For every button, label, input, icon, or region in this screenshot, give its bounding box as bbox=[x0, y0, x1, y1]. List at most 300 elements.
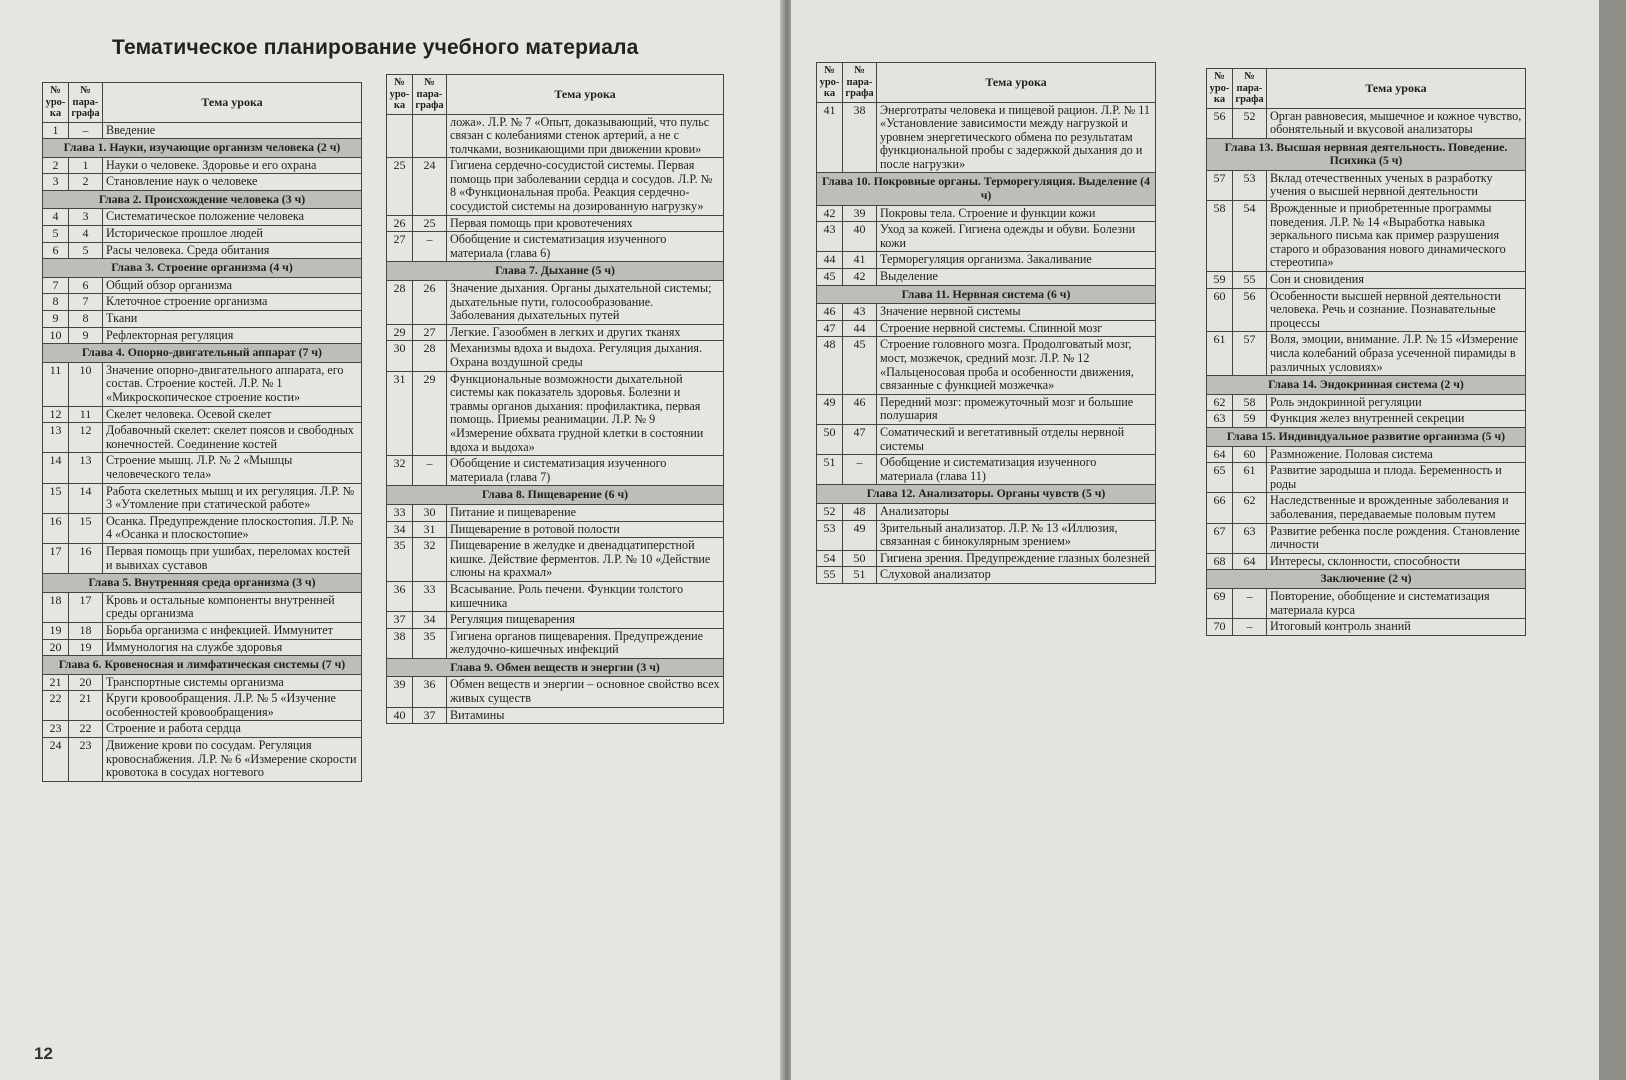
paragraph-number: 35 bbox=[413, 628, 447, 658]
lesson-number: 16 bbox=[43, 513, 69, 543]
table-row bbox=[1207, 523, 1526, 553]
table-header-row bbox=[43, 83, 362, 123]
lesson-number: 41 bbox=[817, 102, 843, 173]
lesson-number: 58 bbox=[1207, 201, 1233, 272]
lesson-number: 12 bbox=[43, 406, 69, 423]
table-row bbox=[1207, 394, 1526, 411]
paragraph-number: – bbox=[843, 455, 877, 485]
left-page bbox=[0, 0, 787, 1080]
lesson-topic: Витамины bbox=[447, 707, 724, 724]
chapter-row bbox=[1207, 376, 1526, 395]
paragraph-number: 51 bbox=[843, 567, 877, 584]
table-row bbox=[1207, 170, 1526, 200]
paragraph-number: 2 bbox=[69, 174, 103, 191]
table-row bbox=[387, 324, 724, 341]
lesson-topic: Гигиена сердечно-сосудистой системы. Первая помощь при заболевании сердца и сосудов. Л.Р. № 8 «Функциональная проба. Реакция сердечно-сосудистой системы на дозированную нагрузку» bbox=[447, 158, 724, 215]
plan-table-column-4 bbox=[1206, 68, 1526, 636]
lesson-topic: Анализаторы bbox=[877, 503, 1156, 520]
paragraph-number: 41 bbox=[843, 252, 877, 269]
table-row bbox=[817, 320, 1156, 337]
table-row bbox=[817, 337, 1156, 394]
lesson-number: 29 bbox=[387, 324, 413, 341]
lesson-number: 63 bbox=[1207, 411, 1233, 428]
paragraph-number: 45 bbox=[843, 337, 877, 394]
paragraph-number: – bbox=[69, 122, 103, 139]
lesson-number: 13 bbox=[43, 423, 69, 453]
lesson-number: 17 bbox=[43, 543, 69, 573]
header-paragraph-number: № пара-графа bbox=[413, 75, 447, 115]
lesson-number: 37 bbox=[387, 612, 413, 629]
chapter-heading: Глава 5. Внутренняя среда организма (3 ч) bbox=[43, 574, 362, 593]
lesson-topic: Итоговый контроль знаний bbox=[1267, 619, 1526, 636]
table-row bbox=[43, 622, 362, 639]
paragraph-number: 23 bbox=[69, 738, 103, 782]
lesson-number: 20 bbox=[43, 639, 69, 656]
page-title: Тематическое планирование учебного материала bbox=[112, 36, 639, 59]
table-row bbox=[817, 503, 1156, 520]
lesson-number: 42 bbox=[817, 205, 843, 222]
paragraph-number: 3 bbox=[69, 209, 103, 226]
paragraph-number: 55 bbox=[1233, 272, 1267, 289]
lesson-number: 30 bbox=[387, 341, 413, 371]
header-lesson-number: № уро-ка bbox=[43, 83, 69, 123]
lesson-topic: Гигиена зрения. Предупреждение глазных болезней bbox=[877, 550, 1156, 567]
header-lesson-number: № уро-ка bbox=[817, 63, 843, 103]
table-row bbox=[43, 226, 362, 243]
chapter-heading: Глава 12. Анализаторы. Органы чувств (5 ч) bbox=[817, 485, 1156, 504]
table-row bbox=[43, 483, 362, 513]
lesson-number: 61 bbox=[1207, 332, 1233, 376]
lesson-topic: ложа». Л.Р. № 7 «Опыт, доказывающий, что пульс связан с колебаниями стенок артерий, а не с толчками, возникающими при движении крови» bbox=[447, 114, 724, 158]
header-paragraph-number: № пара-графа bbox=[1233, 69, 1267, 109]
table-row bbox=[1207, 588, 1526, 618]
paragraph-number: 4 bbox=[69, 226, 103, 243]
lesson-number: 1 bbox=[43, 122, 69, 139]
lesson-topic: Первая помощь при кровотечениях bbox=[447, 215, 724, 232]
lesson-topic: Обобщение и систематизация изученного материала (глава 11) bbox=[877, 455, 1156, 485]
chapter-row bbox=[43, 190, 362, 209]
lesson-topic: Значение дыхания. Органы дыхательной системы; дыхательные пути, голосообразование. Заболевания дыхательных путей bbox=[447, 281, 724, 325]
paragraph-number bbox=[413, 114, 447, 158]
table-row bbox=[43, 294, 362, 311]
chapter-heading: Глава 13. Высшая нервная деятельность. Поведение. Психика (5 ч) bbox=[1207, 138, 1526, 170]
table-row bbox=[43, 674, 362, 691]
header-paragraph-number: № пара-графа bbox=[843, 63, 877, 103]
lesson-number: 25 bbox=[387, 158, 413, 215]
paragraph-number: 47 bbox=[843, 424, 877, 454]
lesson-number: 64 bbox=[1207, 446, 1233, 463]
chapter-heading: Глава 15. Индивидуальное развитие организма (5 ч) bbox=[1207, 427, 1526, 446]
paragraph-number: 20 bbox=[69, 674, 103, 691]
lesson-plan-table bbox=[816, 62, 1156, 584]
paragraph-number: 14 bbox=[69, 483, 103, 513]
paragraph-number: 9 bbox=[69, 327, 103, 344]
table-row bbox=[387, 628, 724, 658]
lesson-topic: Питание и пищеварение bbox=[447, 504, 724, 521]
table-row bbox=[387, 612, 724, 629]
table-row bbox=[387, 707, 724, 724]
header-topic: Тема урока bbox=[1267, 69, 1526, 109]
lesson-topic: Соматический и вегетативный отделы нервной системы bbox=[877, 424, 1156, 454]
table-row bbox=[43, 277, 362, 294]
lesson-topic: Строение нервной системы. Спинной мозг bbox=[877, 320, 1156, 337]
paragraph-number: 8 bbox=[69, 311, 103, 328]
lesson-number: 56 bbox=[1207, 108, 1233, 138]
lesson-topic: Борьба организма с инфекцией. Иммунитет bbox=[103, 622, 362, 639]
header-paragraph-number: № пара-графа bbox=[69, 83, 103, 123]
table-row bbox=[817, 394, 1156, 424]
lesson-number: 50 bbox=[817, 424, 843, 454]
lesson-number: 24 bbox=[43, 738, 69, 782]
plan-table-column-3 bbox=[816, 62, 1156, 584]
header-topic: Тема урока bbox=[877, 63, 1156, 103]
header-lesson-number: № уро-ка bbox=[387, 75, 413, 115]
table-row bbox=[1207, 619, 1526, 636]
lesson-topic: Обобщение и систематизация изученного материала (глава 7) bbox=[447, 456, 724, 486]
table-header-row bbox=[387, 75, 724, 115]
paragraph-number: – bbox=[413, 456, 447, 486]
paragraph-number: 12 bbox=[69, 423, 103, 453]
paragraph-number: 15 bbox=[69, 513, 103, 543]
chapter-heading: Глава 6. Кровеносная и лимфатическая системы (7 ч) bbox=[43, 656, 362, 675]
lesson-topic: Осанка. Предупреждение плоскостопия. Л.Р. № 4 «Осанка и плоскостопие» bbox=[103, 513, 362, 543]
lesson-number: 21 bbox=[43, 674, 69, 691]
lesson-topic: Энерготраты человека и пищевой рацион. Л.Р. № 11 «Установление зависимости между нагрузкой и уровнем энергетического обмена по результатам функциональной пробы с задержкой дыхания до и после нагрузки» bbox=[877, 102, 1156, 173]
lesson-topic: Клеточное строение организма bbox=[103, 294, 362, 311]
lesson-number: 49 bbox=[817, 394, 843, 424]
paragraph-number: 28 bbox=[413, 341, 447, 371]
paragraph-number: – bbox=[1233, 588, 1267, 618]
table-row bbox=[1207, 332, 1526, 376]
table-row bbox=[1207, 463, 1526, 493]
chapter-heading: Глава 8. Пищеварение (6 ч) bbox=[387, 486, 724, 505]
paragraph-number: 18 bbox=[69, 622, 103, 639]
chapter-heading: Глава 2. Происхождение человека (3 ч) bbox=[43, 190, 362, 209]
table-row bbox=[43, 157, 362, 174]
chapter-heading: Глава 14. Эндокринная система (2 ч) bbox=[1207, 376, 1526, 395]
lesson-number: 26 bbox=[387, 215, 413, 232]
chapter-row bbox=[1207, 427, 1526, 446]
chapter-heading: Глава 9. Обмен веществ и энергии (3 ч) bbox=[387, 658, 724, 677]
chapter-row bbox=[387, 486, 724, 505]
table-row bbox=[43, 738, 362, 782]
lesson-topic: Наследственные и врожденные заболевания и заболевания, передаваемые половым путем bbox=[1267, 493, 1526, 523]
table-row bbox=[43, 592, 362, 622]
table-row bbox=[387, 232, 724, 262]
lesson-topic: Кровь и остальные компоненты внутренней среды организма bbox=[103, 592, 362, 622]
lesson-number: 62 bbox=[1207, 394, 1233, 411]
lesson-number: 70 bbox=[1207, 619, 1233, 636]
lesson-number: 54 bbox=[817, 550, 843, 567]
lesson-topic: Значение нервной системы bbox=[877, 304, 1156, 321]
lesson-topic: Значение опорно-двигательного аппарата, его состав. Строение костей. Л.Р. № 1 «Микроскопическое строение кости» bbox=[103, 362, 362, 406]
lesson-number: 40 bbox=[387, 707, 413, 724]
paragraph-number: 56 bbox=[1233, 288, 1267, 332]
chapter-heading: Глава 7. Дыхание (5 ч) bbox=[387, 262, 724, 281]
paragraph-number: 30 bbox=[413, 504, 447, 521]
plan-table-column-2 bbox=[386, 74, 724, 724]
table-row bbox=[43, 122, 362, 139]
lesson-topic: Терморегуляция организма. Закаливание bbox=[877, 252, 1156, 269]
lesson-topic: Особенности высшей нервной деятельности человека. Речь и сознание. Познавательные процессы bbox=[1267, 288, 1526, 332]
lesson-topic: Систематическое положение человека bbox=[103, 209, 362, 226]
lesson-number: 23 bbox=[43, 721, 69, 738]
lesson-number: 11 bbox=[43, 362, 69, 406]
paragraph-number: 26 bbox=[413, 281, 447, 325]
paragraph-number: 46 bbox=[843, 394, 877, 424]
table-header-row bbox=[1207, 69, 1526, 109]
lesson-topic: Размножение. Половая система bbox=[1267, 446, 1526, 463]
table-row bbox=[387, 215, 724, 232]
chapter-row bbox=[43, 259, 362, 278]
lesson-topic: Иммунология на службе здоровья bbox=[103, 639, 362, 656]
lesson-topic: Всасывание. Роль печени. Функции толстого кишечника bbox=[447, 581, 724, 611]
chapter-row bbox=[387, 262, 724, 281]
table-row bbox=[387, 158, 724, 215]
table-row bbox=[43, 174, 362, 191]
paragraph-number: 31 bbox=[413, 521, 447, 538]
lesson-number: 39 bbox=[387, 677, 413, 707]
paragraph-number: 44 bbox=[843, 320, 877, 337]
lesson-topic: Круги кровообращения. Л.Р. № 5 «Изучение особенностей кровообращения» bbox=[103, 691, 362, 721]
table-row bbox=[387, 281, 724, 325]
lesson-topic: Покровы тела. Строение и функции кожи bbox=[877, 205, 1156, 222]
lesson-number: 43 bbox=[817, 222, 843, 252]
paragraph-number: 43 bbox=[843, 304, 877, 321]
lesson-number: 36 bbox=[387, 581, 413, 611]
table-row bbox=[387, 538, 724, 582]
paragraph-number: 32 bbox=[413, 538, 447, 582]
lesson-topic: Функциональные возможности дыхательной системы как показатель здоровья. Болезни и травмы органов дыхания: профилактика, первая помощь. Приемы реанимации. Л.Р. № 9 «Измерение обхвата грудной клетки в состоянии вдоха и выдоха» bbox=[447, 371, 724, 456]
paragraph-number: 1 bbox=[69, 157, 103, 174]
table-row bbox=[43, 513, 362, 543]
lesson-number: 3 bbox=[43, 174, 69, 191]
lesson-topic: Историческое прошлое людей bbox=[103, 226, 362, 243]
paragraph-number: 13 bbox=[69, 453, 103, 483]
lesson-topic: Роль эндокринной регуляции bbox=[1267, 394, 1526, 411]
header-topic: Тема урока bbox=[447, 75, 724, 115]
lesson-number: 32 bbox=[387, 456, 413, 486]
paragraph-number: 57 bbox=[1233, 332, 1267, 376]
lesson-number: 48 bbox=[817, 337, 843, 394]
table-row bbox=[1207, 272, 1526, 289]
lesson-number: 38 bbox=[387, 628, 413, 658]
table-row bbox=[387, 341, 724, 371]
header-lesson-number: № уро-ка bbox=[1207, 69, 1233, 109]
paragraph-number: 24 bbox=[413, 158, 447, 215]
plan-table-column-1 bbox=[42, 82, 362, 782]
lesson-topic: Орган равновесия, мышечное и кожное чувство, обонятельный и вкусовой анализаторы bbox=[1267, 108, 1526, 138]
paragraph-number: 22 bbox=[69, 721, 103, 738]
paragraph-number: 10 bbox=[69, 362, 103, 406]
paragraph-number: 61 bbox=[1233, 463, 1267, 493]
lesson-topic: Развитие зародыша и плода. Беременность и роды bbox=[1267, 463, 1526, 493]
paragraph-number: 38 bbox=[843, 102, 877, 173]
table-row bbox=[817, 520, 1156, 550]
table-row bbox=[817, 455, 1156, 485]
lesson-number bbox=[387, 114, 413, 158]
paragraph-number: 64 bbox=[1233, 553, 1267, 570]
lesson-number: 67 bbox=[1207, 523, 1233, 553]
lesson-topic: Науки о человеке. Здоровье и его охрана bbox=[103, 157, 362, 174]
lesson-topic: Повторение, обобщение и систематизация материала курса bbox=[1267, 588, 1526, 618]
paragraph-number: 5 bbox=[69, 242, 103, 259]
paragraph-number: 34 bbox=[413, 612, 447, 629]
table-row bbox=[1207, 553, 1526, 570]
chapter-row bbox=[387, 658, 724, 677]
table-row bbox=[43, 406, 362, 423]
paragraph-number: 36 bbox=[413, 677, 447, 707]
chapter-heading: Глава 11. Нервная система (6 ч) bbox=[817, 285, 1156, 304]
lesson-topic: Строение и работа сердца bbox=[103, 721, 362, 738]
paragraph-number: 42 bbox=[843, 269, 877, 286]
table-row bbox=[387, 677, 724, 707]
lesson-number: 22 bbox=[43, 691, 69, 721]
lesson-number: 65 bbox=[1207, 463, 1233, 493]
lesson-number: 60 bbox=[1207, 288, 1233, 332]
lesson-topic: Введение bbox=[103, 122, 362, 139]
table-row bbox=[43, 209, 362, 226]
table-row bbox=[43, 242, 362, 259]
lesson-topic: Обмен веществ и энергии – основное свойство всех живых существ bbox=[447, 677, 724, 707]
paragraph-number: 63 bbox=[1233, 523, 1267, 553]
lesson-number: 9 bbox=[43, 311, 69, 328]
lesson-number: 57 bbox=[1207, 170, 1233, 200]
chapter-heading: Глава 10. Покровные органы. Терморегуляция. Выделение (4 ч) bbox=[817, 173, 1156, 205]
lesson-number: 15 bbox=[43, 483, 69, 513]
paragraph-number: 53 bbox=[1233, 170, 1267, 200]
lesson-topic: Слуховой анализатор bbox=[877, 567, 1156, 584]
lesson-topic: Регуляция пищеварения bbox=[447, 612, 724, 629]
paragraph-number: 11 bbox=[69, 406, 103, 423]
paragraph-number: 60 bbox=[1233, 446, 1267, 463]
lesson-topic: Работа скелетных мышц и их регуляция. Л.Р. № 3 «Утомление при статической работе» bbox=[103, 483, 362, 513]
chapter-heading: Глава 3. Строение организма (4 ч) bbox=[43, 259, 362, 278]
paragraph-number: 62 bbox=[1233, 493, 1267, 523]
table-header-row bbox=[817, 63, 1156, 103]
chapter-row bbox=[817, 173, 1156, 205]
lesson-number: 31 bbox=[387, 371, 413, 456]
table-row bbox=[1207, 108, 1526, 138]
paragraph-number: 58 bbox=[1233, 394, 1267, 411]
table-row bbox=[817, 304, 1156, 321]
chapter-heading: Глава 4. Опорно-двигательный аппарат (7 ч) bbox=[43, 344, 362, 363]
lesson-plan-table bbox=[42, 82, 362, 782]
lesson-topic: Движение крови по сосудам. Регуляция кровоснабжения. Л.Р. № 6 «Измерение скорости кровотока в сосудах ногтевого bbox=[103, 738, 362, 782]
table-row bbox=[43, 327, 362, 344]
paragraph-number: 40 bbox=[843, 222, 877, 252]
table-row bbox=[817, 567, 1156, 584]
lesson-topic: Становление наук о человеке bbox=[103, 174, 362, 191]
lesson-topic: Пищеварение в желудке и двенадцатиперстной кишке. Действие ферментов. Л.Р. № 10 «Действие слюны на крахмал» bbox=[447, 538, 724, 582]
paragraph-number: 39 bbox=[843, 205, 877, 222]
table-row bbox=[1207, 446, 1526, 463]
right-page bbox=[791, 0, 1599, 1080]
table-row bbox=[817, 269, 1156, 286]
paragraph-number: 19 bbox=[69, 639, 103, 656]
lesson-topic: Скелет человека. Осевой скелет bbox=[103, 406, 362, 423]
paragraph-number: 52 bbox=[1233, 108, 1267, 138]
lesson-number: 27 bbox=[387, 232, 413, 262]
lesson-number: 66 bbox=[1207, 493, 1233, 523]
lesson-topic: Сон и сновидения bbox=[1267, 272, 1526, 289]
lesson-number: 8 bbox=[43, 294, 69, 311]
lesson-topic: Легкие. Газообмен в легких и других тканях bbox=[447, 324, 724, 341]
lesson-number: 55 bbox=[817, 567, 843, 584]
paragraph-number: 17 bbox=[69, 592, 103, 622]
table-row bbox=[817, 550, 1156, 567]
lesson-topic: Воля, эмоции, внимание. Л.Р. № 15 «Измерение числа колебаний образа усеченной пирамиды в различных условиях» bbox=[1267, 332, 1526, 376]
lesson-topic: Первая помощь при ушибах, переломах костей и вывихах суставов bbox=[103, 543, 362, 573]
paragraph-number: – bbox=[1233, 619, 1267, 636]
lesson-topic: Добавочный скелет: скелет поясов и свободных конечностей. Соединение костей bbox=[103, 423, 362, 453]
table-row bbox=[43, 311, 362, 328]
lesson-topic: Гигиена органов пищеварения. Предупреждение желудочно-кишечных инфекций bbox=[447, 628, 724, 658]
chapter-row bbox=[1207, 570, 1526, 589]
lesson-number: 44 bbox=[817, 252, 843, 269]
paragraph-number: 29 bbox=[413, 371, 447, 456]
lesson-topic: Ткани bbox=[103, 311, 362, 328]
lesson-topic: Интересы, склонности, способности bbox=[1267, 553, 1526, 570]
lesson-number: 68 bbox=[1207, 553, 1233, 570]
chapter-row bbox=[817, 485, 1156, 504]
lesson-topic: Развитие ребенка после рождения. Становление личности bbox=[1267, 523, 1526, 553]
chapter-row bbox=[817, 285, 1156, 304]
table-row bbox=[43, 639, 362, 656]
table-row bbox=[1207, 411, 1526, 428]
chapter-row bbox=[43, 574, 362, 593]
lesson-plan-table bbox=[386, 74, 724, 724]
lesson-number: 69 bbox=[1207, 588, 1233, 618]
chapter-row bbox=[1207, 138, 1526, 170]
lesson-topic: Функция желез внутренней секреции bbox=[1267, 411, 1526, 428]
paragraph-number: 21 bbox=[69, 691, 103, 721]
table-row bbox=[1207, 288, 1526, 332]
lesson-topic: Передний мозг: промежуточный мозг и большие полушария bbox=[877, 394, 1156, 424]
paragraph-number: 50 bbox=[843, 550, 877, 567]
table-row bbox=[43, 453, 362, 483]
table-row bbox=[387, 521, 724, 538]
table-row bbox=[387, 456, 724, 486]
paragraph-number: – bbox=[413, 232, 447, 262]
chapter-heading: Заключение (2 ч) bbox=[1207, 570, 1526, 589]
lesson-topic: Врожденные и приобретенные программы поведения. Л.Р. № 14 «Выработка навыка зеркального письма как пример разрушения старого и образования нового динамического стереотипа» bbox=[1267, 201, 1526, 272]
lesson-topic: Расы человека. Среда обитания bbox=[103, 242, 362, 259]
lesson-number: 46 bbox=[817, 304, 843, 321]
table-row bbox=[817, 222, 1156, 252]
lesson-number: 6 bbox=[43, 242, 69, 259]
lesson-topic: Строение мышц. Л.Р. № 2 «Мышцы человеческого тела» bbox=[103, 453, 362, 483]
lesson-number: 51 bbox=[817, 455, 843, 485]
paragraph-number: 37 bbox=[413, 707, 447, 724]
table-row bbox=[817, 102, 1156, 173]
table-row bbox=[43, 543, 362, 573]
lesson-number: 52 bbox=[817, 503, 843, 520]
table-row bbox=[387, 581, 724, 611]
paragraph-number: 6 bbox=[69, 277, 103, 294]
page-number: 12 bbox=[34, 1044, 53, 1063]
paragraph-number: 27 bbox=[413, 324, 447, 341]
lesson-number: 5 bbox=[43, 226, 69, 243]
lesson-number: 10 bbox=[43, 327, 69, 344]
paragraph-number: 25 bbox=[413, 215, 447, 232]
lesson-number: 45 bbox=[817, 269, 843, 286]
lesson-topic: Обобщение и систематизация изученного материала (глава 6) bbox=[447, 232, 724, 262]
lesson-number: 14 bbox=[43, 453, 69, 483]
table-row bbox=[1207, 493, 1526, 523]
lesson-topic: Вклад отечественных ученых в разработку учения о высшей нервной деятельности bbox=[1267, 170, 1526, 200]
lesson-topic: Механизмы вдоха и выдоха. Регуляция дыхания. Охрана воздушной среды bbox=[447, 341, 724, 371]
